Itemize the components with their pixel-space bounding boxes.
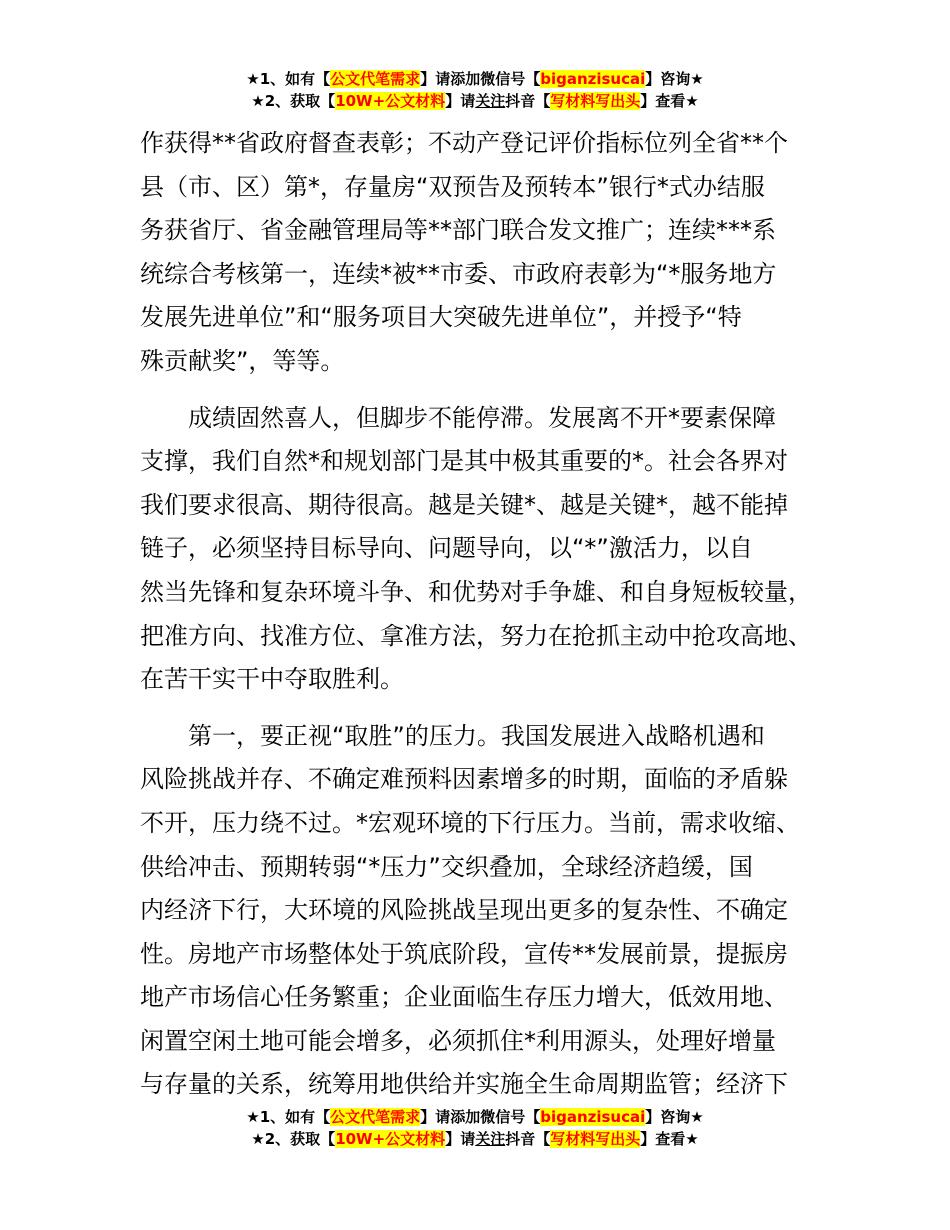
paragraph-2 (140, 397, 830, 702)
banner-text: ★1、如有【 (246, 70, 331, 88)
banner-text: 抖音【 (505, 92, 551, 110)
text-line: 第一，要正视“取胜”的压力。我国发展进入战略机遇和 (188, 721, 765, 750)
paragraph-1 (140, 122, 830, 384)
banner-highlight: 10W+公文材料 (335, 1130, 446, 1148)
document-body (140, 122, 830, 1107)
banner-text: 】咨询★ (645, 1108, 704, 1126)
banner-line-2 (0, 1128, 950, 1150)
banner-highlight-wechat-id: biganzisucai (540, 1108, 646, 1126)
banner-highlight: 10W+公文材料 (335, 92, 446, 110)
banner-underlined-text: 关注 (475, 92, 506, 110)
text-line: 统综合考核第一，连续*被**市委、市政府表彰为“*服务地方 (140, 259, 777, 288)
banner-text: 】咨询★ (645, 70, 704, 88)
paragraph-3 (140, 715, 830, 1107)
banner-underlined-text: 关注 (475, 1130, 506, 1148)
text-line: 我们要求很高、期待很高。越是关键*、越是关键*，越不能掉 (140, 490, 788, 519)
text-line: 殊贡献奖”，等等。 (140, 346, 345, 375)
text-line: 不开，压力绕不过。*宏观环境的下行压力。当前，需求收缩、 (140, 808, 800, 837)
banner-line-1 (0, 68, 950, 90)
banner-line-1 (0, 1106, 950, 1128)
text-line: 性。房地产市场整体处于筑底阶段，宣传**发展前景，提振房 (140, 939, 788, 968)
banner-text: 】请 (445, 92, 476, 110)
banner-text: ★2、获取【 (251, 1130, 336, 1148)
banner-highlight: 写材料写出头 (550, 1130, 641, 1148)
text-line: 链子，必须坚持目标导向、问题导向，以“*”激活力，以自 (140, 534, 753, 563)
banner-text: 】查看★ (640, 1130, 699, 1148)
text-line: 然当先锋和复杂环境斗争、和优势对手争雄、和自身短板较量， (140, 577, 812, 606)
text-line: 闲置空闲土地可能会增多，必须抓住*利用源头，处理好增量 (140, 1026, 776, 1055)
header-banner (0, 68, 950, 112)
banner-highlight: 公文代笔需求 (330, 70, 421, 88)
text-line: 地产市场信心任务繁重；企业面临生存压力增大，低效用地、 (140, 983, 788, 1012)
text-line: 与存量的关系，统筹用地供给并实施全生命周期监管；经济下 (140, 1070, 788, 1099)
text-line: 县（市、区）第*，存量房“双预告及预转本”银行*式办结服 (140, 172, 765, 201)
text-line: 风险挑战并存、不确定难预料因素增多的时期，面临的矛盾躲 (140, 765, 788, 794)
text-line: 把准方向、找准方位、拿准方法，努力在抢抓主动中抢攻高地、 (140, 621, 812, 650)
banner-text: 】请 (445, 1130, 476, 1148)
text-line: 务获省厅、省金融管理局等**部门联合发文推广；连续***系 (140, 216, 776, 245)
text-line: 支撑，我们自然*和规划部门是其中极其重要的*。社会各界对 (140, 447, 788, 476)
banner-text: 】查看★ (640, 92, 699, 110)
footer-banner (0, 1106, 950, 1150)
banner-highlight: 公文代笔需求 (330, 1108, 421, 1126)
banner-text: ★1、如有【 (246, 1108, 331, 1126)
banner-highlight: 写材料写出头 (550, 92, 641, 110)
text-line: 成绩固然喜人，但脚步不能停滞。发展离不开*要素保障 (188, 403, 776, 432)
text-line: 在苦干实干中夺取胜利。 (140, 665, 404, 694)
text-line: 发展先进单位”和“服务项目大突破先进单位”，并授予“特 (140, 303, 742, 332)
text-line: 内经济下行，大环境的风险挑战呈现出更多的复杂性、不确定 (140, 896, 788, 925)
banner-highlight-wechat-id: biganzisucai (540, 70, 646, 88)
banner-text: 】请添加微信号【 (420, 70, 541, 88)
banner-text: ★2、获取【 (251, 92, 336, 110)
text-line: 供给冲击、预期转弱“*压力”交织叠加，全球经济趋缓，国 (140, 852, 753, 881)
banner-line-2 (0, 90, 950, 112)
banner-text: 】请添加微信号【 (420, 1108, 541, 1126)
banner-text: 抖音【 (505, 1130, 551, 1148)
text-line: 作获得**省政府督查表彰；不动产登记评价指标位列全省**个 (140, 129, 788, 157)
